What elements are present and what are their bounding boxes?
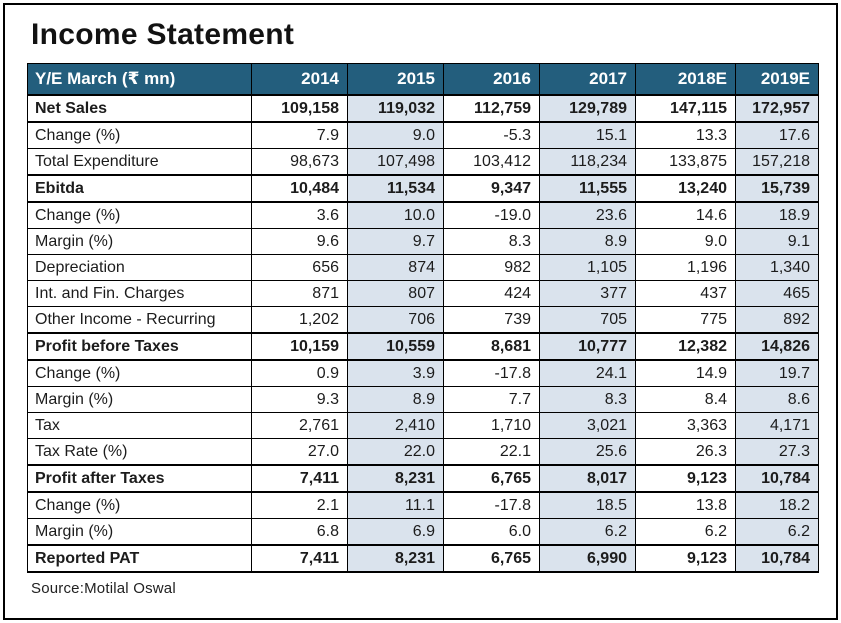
value-cell: 892: [736, 306, 819, 333]
value-cell: 8,231: [348, 545, 444, 572]
value-cell: -19.0: [444, 202, 540, 229]
value-cell: 8.3: [540, 386, 636, 412]
value-cell: 4,171: [736, 412, 819, 438]
value-cell: 19.7: [736, 360, 819, 387]
value-cell: 7,411: [252, 545, 348, 572]
value-cell: 129,789: [540, 95, 636, 122]
table-row: [28, 175, 819, 202]
value-cell: 7.9: [252, 122, 348, 149]
value-cell: -5.3: [444, 122, 540, 149]
table-row: [28, 465, 819, 492]
value-cell: 18.9: [736, 202, 819, 229]
row-label-cell: Profit after Taxes: [28, 465, 252, 492]
value-cell: 465: [736, 280, 819, 306]
value-cell: 0.9: [252, 360, 348, 387]
value-cell: 18.2: [736, 492, 819, 519]
row-label-cell: Change (%): [28, 492, 252, 519]
value-cell: 739: [444, 306, 540, 333]
value-cell: 2.1: [252, 492, 348, 519]
value-cell: 3,021: [540, 412, 636, 438]
row-label-cell: Int. and Fin. Charges: [28, 280, 252, 306]
column-header-2016: 2016: [444, 64, 540, 95]
table-row: [28, 492, 819, 519]
value-cell: 10,159: [252, 333, 348, 360]
value-cell: -17.8: [444, 360, 540, 387]
value-cell: 8.6: [736, 386, 819, 412]
table-body: [28, 95, 819, 572]
table-row: [28, 148, 819, 175]
value-cell: 25.6: [540, 438, 636, 465]
value-cell: 157,218: [736, 148, 819, 175]
value-cell: 874: [348, 254, 444, 280]
value-cell: 8.4: [636, 386, 736, 412]
value-cell: 8,017: [540, 465, 636, 492]
value-cell: 3.9: [348, 360, 444, 387]
row-header-label: Y/E March (₹ mn): [28, 64, 252, 95]
value-cell: 15,739: [736, 175, 819, 202]
value-cell: 2,761: [252, 412, 348, 438]
value-cell: 9,123: [636, 465, 736, 492]
value-cell: 6.2: [636, 518, 736, 545]
value-cell: 1,105: [540, 254, 636, 280]
value-cell: 1,196: [636, 254, 736, 280]
row-label-cell: Tax Rate (%): [28, 438, 252, 465]
value-cell: 26.3: [636, 438, 736, 465]
value-cell: 24.1: [540, 360, 636, 387]
value-cell: 9.7: [348, 228, 444, 254]
table-header-row: [28, 64, 819, 95]
row-label-cell: Profit before Taxes: [28, 333, 252, 360]
row-label-cell: Ebitda: [28, 175, 252, 202]
row-label-cell: Other Income - Recurring: [28, 306, 252, 333]
value-cell: 109,158: [252, 95, 348, 122]
value-cell: 11,534: [348, 175, 444, 202]
value-cell: 705: [540, 306, 636, 333]
value-cell: 3,363: [636, 412, 736, 438]
column-header-2017: 2017: [540, 64, 636, 95]
value-cell: 8,231: [348, 465, 444, 492]
value-cell: 9.0: [636, 228, 736, 254]
table-row: [28, 95, 819, 122]
value-cell: 10,784: [736, 545, 819, 572]
value-cell: 6.0: [444, 518, 540, 545]
value-cell: 112,759: [444, 95, 540, 122]
value-cell: 8.3: [444, 228, 540, 254]
value-cell: 6.8: [252, 518, 348, 545]
value-cell: 8.9: [348, 386, 444, 412]
value-cell: 775: [636, 306, 736, 333]
value-cell: 6.2: [540, 518, 636, 545]
row-label-cell: Change (%): [28, 202, 252, 229]
value-cell: 9.0: [348, 122, 444, 149]
value-cell: 22.0: [348, 438, 444, 465]
value-cell: 8,681: [444, 333, 540, 360]
row-label-cell: Tax: [28, 412, 252, 438]
value-cell: 982: [444, 254, 540, 280]
value-cell: 6,765: [444, 465, 540, 492]
table-row: [28, 360, 819, 387]
value-cell: 27.3: [736, 438, 819, 465]
value-cell: 8.9: [540, 228, 636, 254]
value-cell: 11.1: [348, 492, 444, 519]
value-cell: 437: [636, 280, 736, 306]
value-cell: 807: [348, 280, 444, 306]
value-cell: 147,115: [636, 95, 736, 122]
value-cell: 107,498: [348, 148, 444, 175]
value-cell: 424: [444, 280, 540, 306]
value-cell: 1,202: [252, 306, 348, 333]
table-row: [28, 386, 819, 412]
value-cell: 7.7: [444, 386, 540, 412]
value-cell: 9,123: [636, 545, 736, 572]
value-cell: 12,382: [636, 333, 736, 360]
row-label-cell: Net Sales: [28, 95, 252, 122]
value-cell: 656: [252, 254, 348, 280]
row-label-cell: Change (%): [28, 122, 252, 149]
row-label-cell: Margin (%): [28, 386, 252, 412]
value-cell: 9.1: [736, 228, 819, 254]
table-row: [28, 518, 819, 545]
value-cell: 119,032: [348, 95, 444, 122]
value-cell: 13,240: [636, 175, 736, 202]
value-cell: 172,957: [736, 95, 819, 122]
value-cell: 10.0: [348, 202, 444, 229]
income-statement-table: [27, 63, 819, 573]
value-cell: 15.1: [540, 122, 636, 149]
value-cell: 377: [540, 280, 636, 306]
value-cell: -17.8: [444, 492, 540, 519]
value-cell: 10,784: [736, 465, 819, 492]
value-cell: 9.6: [252, 228, 348, 254]
value-cell: 6,765: [444, 545, 540, 572]
value-cell: 10,559: [348, 333, 444, 360]
value-cell: 706: [348, 306, 444, 333]
page-title: Income Statement: [31, 18, 295, 51]
row-label-cell: Depreciation: [28, 254, 252, 280]
row-label-cell: Margin (%): [28, 228, 252, 254]
report-frame: [3, 3, 838, 620]
value-cell: 9.3: [252, 386, 348, 412]
value-cell: 3.6: [252, 202, 348, 229]
row-label-cell: Change (%): [28, 360, 252, 387]
column-header-2015: 2015: [348, 64, 444, 95]
value-cell: 9,347: [444, 175, 540, 202]
column-header-2019e: 2019E: [736, 64, 819, 95]
value-cell: 14,826: [736, 333, 819, 360]
table-row: [28, 412, 819, 438]
value-cell: 18.5: [540, 492, 636, 519]
value-cell: 7,411: [252, 465, 348, 492]
value-cell: 2,410: [348, 412, 444, 438]
table-row: [28, 202, 819, 229]
table-row: [28, 228, 819, 254]
table-row: [28, 122, 819, 149]
row-label-cell: Reported PAT: [28, 545, 252, 572]
column-header-2018e: 2018E: [636, 64, 736, 95]
row-label-cell: Total Expenditure: [28, 148, 252, 175]
value-cell: 103,412: [444, 148, 540, 175]
value-cell: 118,234: [540, 148, 636, 175]
value-cell: 23.6: [540, 202, 636, 229]
table-row: [28, 333, 819, 360]
value-cell: 27.0: [252, 438, 348, 465]
row-label-cell: Margin (%): [28, 518, 252, 545]
value-cell: 98,673: [252, 148, 348, 175]
value-cell: 10,484: [252, 175, 348, 202]
value-cell: 1,340: [736, 254, 819, 280]
value-cell: 13.8: [636, 492, 736, 519]
value-cell: 6.2: [736, 518, 819, 545]
value-cell: 10,777: [540, 333, 636, 360]
value-cell: 14.6: [636, 202, 736, 229]
value-cell: 6.9: [348, 518, 444, 545]
table-row: [28, 254, 819, 280]
value-cell: 13.3: [636, 122, 736, 149]
table-row: [28, 280, 819, 306]
value-cell: 14.9: [636, 360, 736, 387]
table-row: [28, 306, 819, 333]
value-cell: 17.6: [736, 122, 819, 149]
value-cell: 133,875: [636, 148, 736, 175]
table-row: [28, 438, 819, 465]
source-note: Source:Motilal Oswal: [31, 579, 176, 597]
value-cell: 1,710: [444, 412, 540, 438]
value-cell: 871: [252, 280, 348, 306]
table-row: [28, 545, 819, 572]
column-header-2014: 2014: [252, 64, 348, 95]
value-cell: 22.1: [444, 438, 540, 465]
value-cell: 11,555: [540, 175, 636, 202]
value-cell: 6,990: [540, 545, 636, 572]
